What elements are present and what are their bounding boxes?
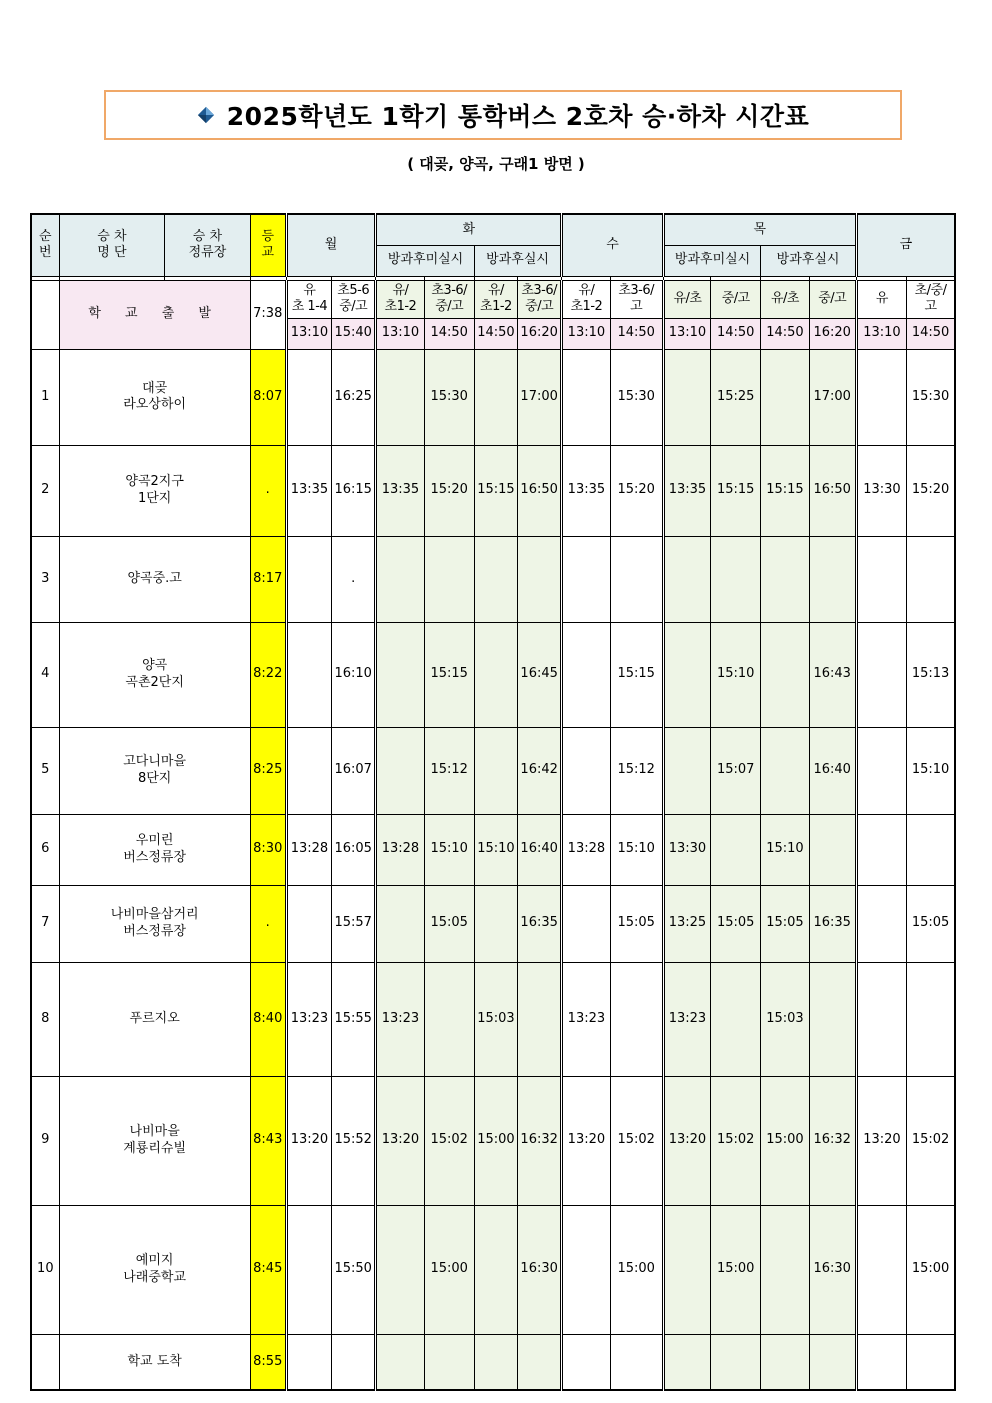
sub-label: 초5-6 중/고 [332, 280, 376, 318]
time-cell: 15:13 [907, 622, 955, 727]
time-cell: 16:30 [809, 1205, 856, 1334]
time-cell: 16:42 [518, 727, 562, 814]
time-cell: 15:02 [907, 1076, 955, 1205]
time-cell: 15:00 [907, 1205, 955, 1334]
start-time: 7:38 [250, 280, 286, 349]
time-cell [856, 727, 906, 814]
depart-time: 15:40 [332, 318, 376, 349]
time-cell [562, 885, 610, 962]
time-cell [610, 536, 663, 622]
time-cell: 15:15 [711, 445, 761, 536]
depart-time: 13:10 [286, 318, 331, 349]
time-cell: 13:23 [376, 962, 424, 1076]
time-cell [376, 885, 424, 962]
time-cell [474, 727, 517, 814]
depart-time: 14:50 [761, 318, 809, 349]
time-cell [562, 1205, 610, 1334]
time-cell [286, 885, 331, 962]
time-cell: 15:25 [711, 349, 761, 445]
time-cell: 15:12 [610, 727, 663, 814]
col-header-stop: 승 차 정류장 [165, 214, 250, 276]
start-label: 학 교 출 발 [59, 280, 250, 349]
time-cell: 15:15 [424, 622, 474, 727]
time-cell: 15:52 [332, 1076, 376, 1205]
to-school-time: 8:07 [250, 349, 286, 445]
time-cell: 16:35 [518, 885, 562, 962]
title-box [104, 90, 902, 140]
stop-name: 양곡 곡촌2단지 [59, 622, 250, 727]
col-header-no: 순 번 [31, 214, 59, 276]
time-cell [562, 536, 610, 622]
sub-label: 유/초 [663, 280, 710, 318]
time-cell: 13:20 [286, 1076, 331, 1205]
time-cell [761, 349, 809, 445]
time-cell: 15:15 [761, 445, 809, 536]
day-header-thu: 목 [663, 214, 856, 245]
time-cell: 13:23 [663, 962, 710, 1076]
time-cell [518, 536, 562, 622]
sub-label: 유 [856, 280, 906, 318]
row-number: 6 [31, 814, 59, 885]
time-cell: 15:57 [332, 885, 376, 962]
sub-label: 중/고 [711, 280, 761, 318]
time-cell [474, 1205, 517, 1334]
time-cell: 16:10 [332, 622, 376, 727]
time-cell: 15:30 [610, 349, 663, 445]
time-cell: 16:32 [809, 1076, 856, 1205]
time-cell: 13:20 [856, 1076, 906, 1205]
sub-label: 유/ 초1-2 [474, 280, 517, 318]
time-cell: 13:28 [286, 814, 331, 885]
time-cell: 16:05 [332, 814, 376, 885]
time-cell [809, 536, 856, 622]
time-cell [562, 622, 610, 727]
time-cell: 15:00 [761, 1076, 809, 1205]
time-cell [761, 727, 809, 814]
time-cell [286, 622, 331, 727]
time-cell [907, 1334, 955, 1390]
depart-time: 16:20 [809, 318, 856, 349]
time-cell: 16:40 [518, 814, 562, 885]
time-cell: 13:23 [286, 962, 331, 1076]
time-cell: 15:02 [610, 1076, 663, 1205]
table-row [31, 280, 955, 318]
time-cell: 15:02 [424, 1076, 474, 1205]
time-cell [286, 727, 331, 814]
table-row [31, 445, 955, 536]
sub-label: 유 초 1-4 [286, 280, 331, 318]
time-cell: . [332, 536, 376, 622]
time-cell: 15:15 [474, 445, 517, 536]
time-cell [907, 536, 955, 622]
to-school-time: . [250, 885, 286, 962]
row-number [31, 1334, 59, 1390]
time-cell: 13:20 [376, 1076, 424, 1205]
to-school-time: 8:43 [250, 1076, 286, 1205]
to-school-time: . [250, 445, 286, 536]
depart-time: 13:10 [376, 318, 424, 349]
time-cell: 15:03 [474, 962, 517, 1076]
time-cell [424, 536, 474, 622]
table-row [31, 885, 955, 962]
time-cell: 13:20 [562, 1076, 610, 1205]
time-cell: 13:28 [562, 814, 610, 885]
time-cell: 13:20 [663, 1076, 710, 1205]
time-cell: 15:00 [711, 1205, 761, 1334]
time-cell: 15:55 [332, 962, 376, 1076]
time-cell [663, 622, 710, 727]
time-cell [907, 814, 955, 885]
time-cell: 15:30 [424, 349, 474, 445]
time-cell [761, 1334, 809, 1390]
time-cell [474, 349, 517, 445]
day-header-wed: 수 [562, 214, 664, 276]
page-subtitle: ( 대곶, 양곡, 구래1 방면 ) [407, 155, 585, 173]
time-cell [474, 622, 517, 727]
table-row [31, 727, 955, 814]
time-cell: 15:07 [711, 727, 761, 814]
depart-time: 14:50 [474, 318, 517, 349]
cube-icon [197, 106, 215, 124]
time-cell: 13:35 [286, 445, 331, 536]
time-cell [663, 349, 710, 445]
time-cell: 15:12 [424, 727, 474, 814]
to-school-time: 8:45 [250, 1205, 286, 1334]
time-cell [761, 622, 809, 727]
time-cell: 16:25 [332, 349, 376, 445]
row-number: 5 [31, 727, 59, 814]
table-row [31, 622, 955, 727]
time-cell [424, 1334, 474, 1390]
row-number: 2 [31, 445, 59, 536]
time-cell [562, 349, 610, 445]
time-cell: 15:20 [907, 445, 955, 536]
stop-name: 양곡중.고 [59, 536, 250, 622]
time-cell: 13:25 [663, 885, 710, 962]
time-cell [663, 536, 710, 622]
depart-time: 14:50 [907, 318, 955, 349]
sub-label: 유/ 초1-2 [376, 280, 424, 318]
time-cell [711, 962, 761, 1076]
time-cell: 16:40 [809, 727, 856, 814]
time-cell: 16:35 [809, 885, 856, 962]
time-cell [286, 349, 331, 445]
sub-label: 유/ 초1-2 [562, 280, 610, 318]
sub-label: 초/중/ 고 [907, 280, 955, 318]
time-cell [663, 727, 710, 814]
time-cell [809, 1334, 856, 1390]
time-cell [761, 1205, 809, 1334]
time-cell: 15:05 [424, 885, 474, 962]
time-cell: 15:05 [711, 885, 761, 962]
time-cell: 15:50 [332, 1205, 376, 1334]
timetable [30, 213, 956, 1391]
depart-time: 14:50 [711, 318, 761, 349]
sub-label: 중/고 [809, 280, 856, 318]
time-cell [376, 536, 424, 622]
time-cell [376, 622, 424, 727]
time-cell [376, 1205, 424, 1334]
time-cell [809, 962, 856, 1076]
time-cell: 15:20 [424, 445, 474, 536]
time-cell: 13:23 [562, 962, 610, 1076]
time-cell [856, 814, 906, 885]
sub-label: 유/초 [761, 280, 809, 318]
time-cell [610, 1334, 663, 1390]
time-cell [809, 814, 856, 885]
page-title: 2025학년도 1학기 통학버스 2호차 승·하차 시간표 [226, 102, 810, 131]
depart-time: 13:10 [856, 318, 906, 349]
time-cell: 16:15 [332, 445, 376, 536]
time-cell: 15:10 [610, 814, 663, 885]
time-cell [518, 962, 562, 1076]
stop-name: 나비마을 계룡리슈빌 [59, 1076, 250, 1205]
row-number: 10 [31, 1205, 59, 1334]
time-cell: 16:50 [518, 445, 562, 536]
depart-time: 14:50 [610, 318, 663, 349]
time-cell: 13:35 [562, 445, 610, 536]
time-cell: 13:35 [663, 445, 710, 536]
sub-label: 초3-6/ 중/고 [518, 280, 562, 318]
time-cell [711, 536, 761, 622]
table-row [31, 1205, 955, 1334]
stop-name: 나비마을삼거리 버스정류장 [59, 885, 250, 962]
time-cell: 15:00 [424, 1205, 474, 1334]
time-cell [856, 1334, 906, 1390]
time-cell [711, 1334, 761, 1390]
time-cell [856, 536, 906, 622]
time-cell: 16:32 [518, 1076, 562, 1205]
time-cell [518, 1334, 562, 1390]
time-cell: 15:30 [907, 349, 955, 445]
row-number: 4 [31, 622, 59, 727]
sub-label: 초3-6/ 중/고 [424, 280, 474, 318]
time-cell: 16:45 [518, 622, 562, 727]
depart-time: 16:20 [518, 318, 562, 349]
col-header-to-school: 등 교 [250, 214, 286, 276]
time-cell: 15:00 [610, 1205, 663, 1334]
to-school-time: 8:25 [250, 727, 286, 814]
time-cell: 13:30 [856, 445, 906, 536]
time-cell: 15:10 [424, 814, 474, 885]
time-cell: 15:00 [474, 1076, 517, 1205]
to-school-time: 8:17 [250, 536, 286, 622]
time-cell [332, 1334, 376, 1390]
time-cell [286, 1334, 331, 1390]
time-cell: 16:50 [809, 445, 856, 536]
depart-time: 13:10 [663, 318, 710, 349]
time-cell [856, 962, 906, 1076]
day-header-tue: 화 [376, 214, 562, 245]
depart-time: 13:10 [562, 318, 610, 349]
time-cell [711, 814, 761, 885]
table-row [31, 1334, 955, 1390]
time-cell: 16:30 [518, 1205, 562, 1334]
time-cell [474, 1334, 517, 1390]
time-cell: 15:03 [761, 962, 809, 1076]
time-cell [856, 885, 906, 962]
time-cell: 15:05 [610, 885, 663, 962]
group-header: 방과후실시 [474, 245, 561, 276]
time-cell: 15:10 [474, 814, 517, 885]
time-cell [907, 962, 955, 1076]
time-cell [376, 349, 424, 445]
row-number: 8 [31, 962, 59, 1076]
time-cell [663, 1334, 710, 1390]
stop-name: 양곡2지구 1단지 [59, 445, 250, 536]
table-row [31, 1076, 955, 1205]
time-cell: 17:00 [518, 349, 562, 445]
depart-time: 14:50 [424, 318, 474, 349]
arrival-label: 학교 도착 [59, 1334, 250, 1390]
time-cell [663, 1205, 710, 1334]
time-cell [856, 1205, 906, 1334]
day-header-mon: 월 [286, 214, 375, 276]
time-cell [856, 622, 906, 727]
time-cell: 15:10 [711, 622, 761, 727]
time-cell: 16:07 [332, 727, 376, 814]
time-cell [610, 962, 663, 1076]
time-cell [286, 1205, 331, 1334]
row-number: 7 [31, 885, 59, 962]
time-cell [376, 727, 424, 814]
time-cell: 13:30 [663, 814, 710, 885]
col-header-name: 승 차 명 단 [59, 214, 165, 276]
table-row [31, 214, 955, 245]
row-number: 3 [31, 536, 59, 622]
stop-name: 고다니마을 8단지 [59, 727, 250, 814]
time-cell: 16:43 [809, 622, 856, 727]
time-cell: 15:10 [907, 727, 955, 814]
time-cell: 15:20 [610, 445, 663, 536]
time-cell [474, 536, 517, 622]
to-school-time: 8:22 [250, 622, 286, 727]
time-cell: 15:05 [761, 885, 809, 962]
time-cell: 15:05 [907, 885, 955, 962]
time-cell [376, 1334, 424, 1390]
start-no-cell [31, 280, 59, 349]
time-cell: 13:35 [376, 445, 424, 536]
time-cell [474, 885, 517, 962]
time-cell [761, 536, 809, 622]
arrival-time: 8:55 [250, 1334, 286, 1390]
stop-name: 예미지 나래중학교 [59, 1205, 250, 1334]
stop-name: 대곶 라오상하이 [59, 349, 250, 445]
sub-label: 초3-6/ 고 [610, 280, 663, 318]
time-cell [562, 1334, 610, 1390]
time-cell [856, 349, 906, 445]
to-school-time: 8:40 [250, 962, 286, 1076]
time-cell [424, 962, 474, 1076]
group-header: 방과후실시 [761, 245, 857, 276]
time-cell [562, 727, 610, 814]
table-row [31, 536, 955, 622]
group-header: 방과후미실시 [663, 245, 761, 276]
time-cell [286, 536, 331, 622]
day-header-fri: 금 [856, 214, 955, 276]
table-row [31, 814, 955, 885]
stop-name: 우미린 버스정류장 [59, 814, 250, 885]
time-cell: 15:10 [761, 814, 809, 885]
stop-name: 푸르지오 [59, 962, 250, 1076]
row-number: 1 [31, 349, 59, 445]
time-cell: 17:00 [809, 349, 856, 445]
time-cell: 13:28 [376, 814, 424, 885]
row-number: 9 [31, 1076, 59, 1205]
time-cell: 15:15 [610, 622, 663, 727]
to-school-time: 8:30 [250, 814, 286, 885]
time-cell: 15:02 [711, 1076, 761, 1205]
table-row [31, 349, 955, 445]
table-row [31, 962, 955, 1076]
group-header: 방과후미실시 [376, 245, 475, 276]
